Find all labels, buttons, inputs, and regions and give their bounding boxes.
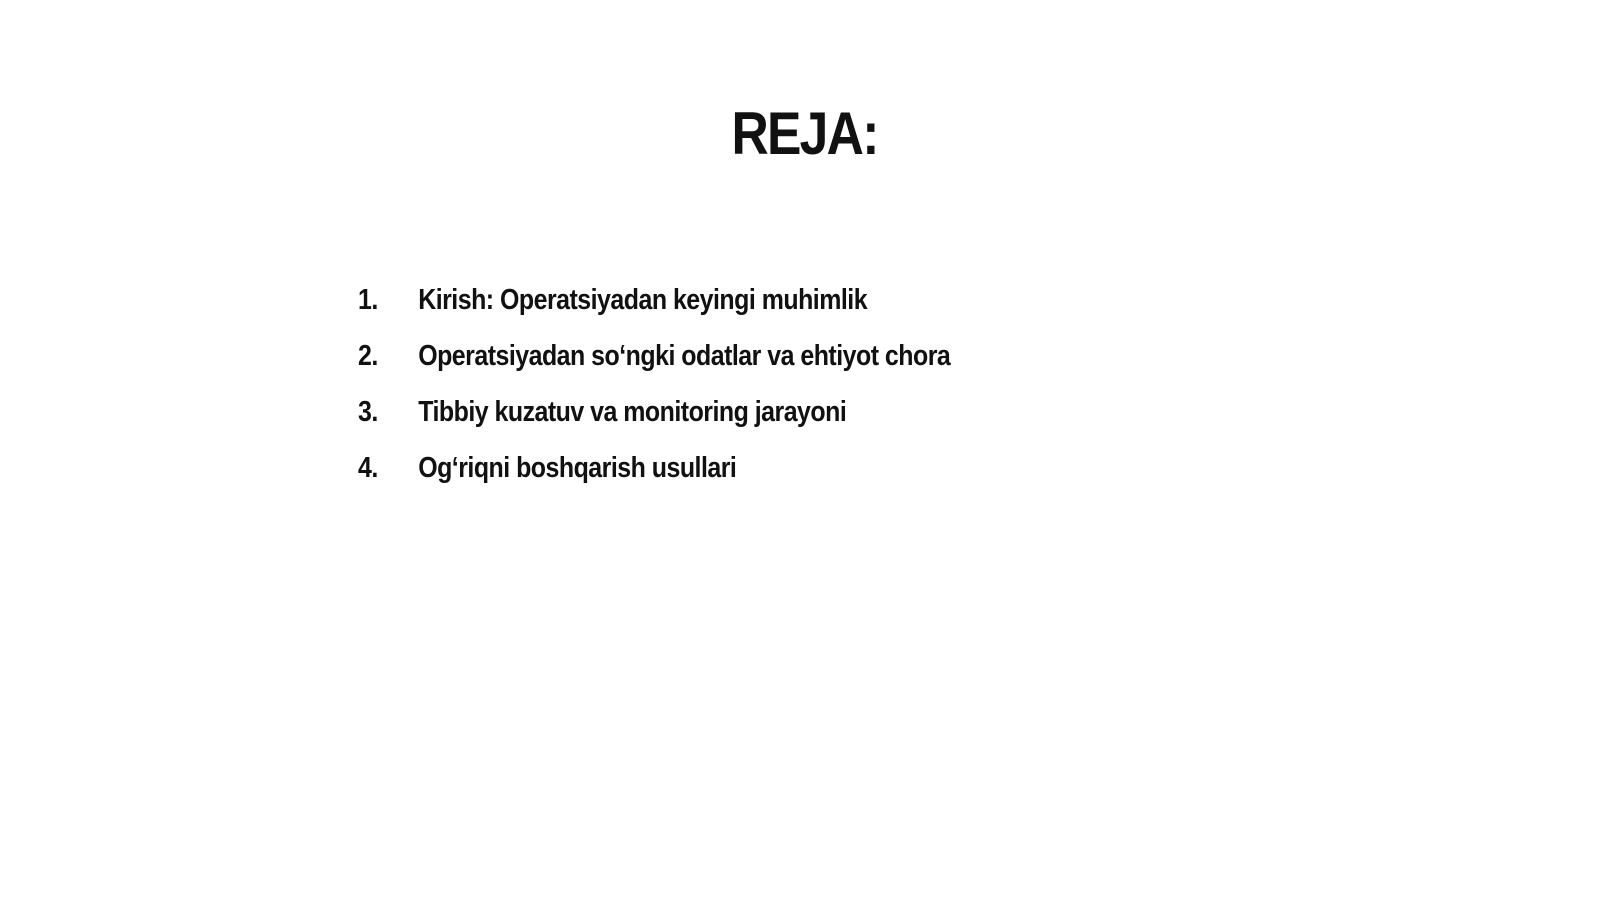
list-item-text: Og‘riqni boshqarish usullari bbox=[418, 452, 737, 484]
list-item-number: 4. bbox=[358, 452, 378, 484]
list-item-text: Operatsiyadan so‘ngki odatlar va ehtiyot chora bbox=[418, 340, 951, 372]
list-item-number: 1. bbox=[358, 284, 378, 316]
list-item bbox=[358, 340, 950, 396]
plan-list bbox=[358, 284, 1047, 508]
list-item-text: Kirish: Operatsiyadan keyingi muhimlik bbox=[418, 284, 868, 316]
list-item bbox=[358, 396, 950, 452]
list-item-number: 2. bbox=[358, 340, 378, 372]
list-item-number: 3. bbox=[358, 396, 378, 428]
list-item-text: Tibbiy kuzatuv va monitoring jarayoni bbox=[418, 396, 847, 428]
list-item bbox=[358, 284, 950, 340]
slide-title: REJA: bbox=[731, 100, 878, 167]
list-item bbox=[358, 452, 950, 508]
